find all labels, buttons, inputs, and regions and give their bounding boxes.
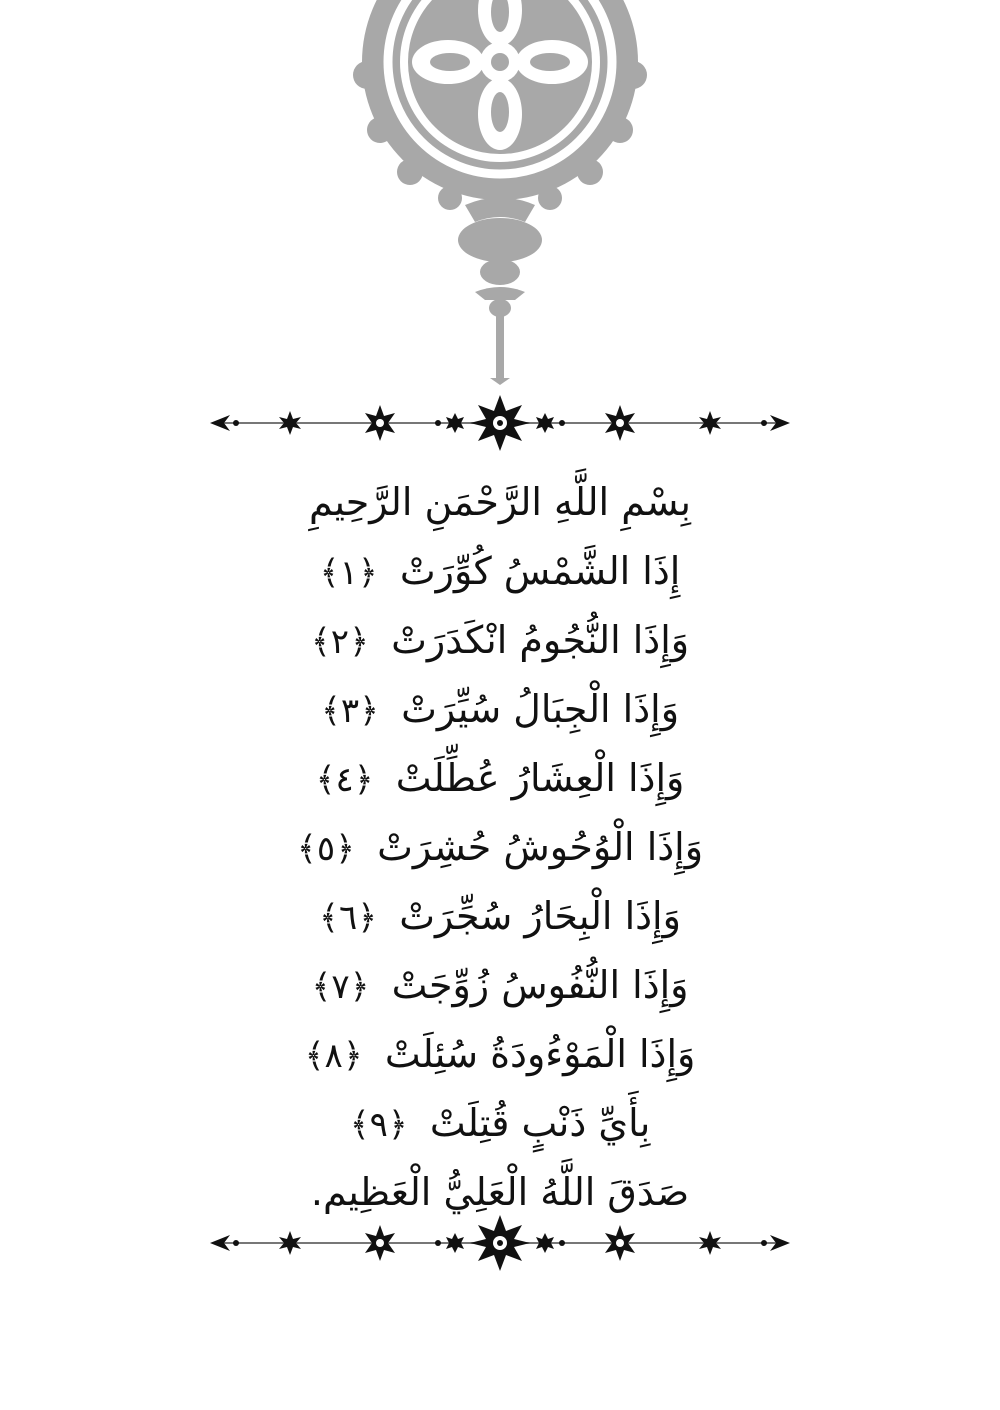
verse-line [150,1089,850,1158]
ayah-number: ﴿٦﴾ [319,898,378,938]
ayah-number: ﴿٩﴾ [349,1105,408,1145]
verse-line [150,606,850,675]
verse-line [150,951,850,1020]
verse-line [150,675,850,744]
verse-text: بِأَيِّ ذَنْبٍ قُتِلَتْ [429,1101,651,1145]
basmala: بِسْمِ اللَّهِ الرَّحْمَنِ الرَّحِيمِ [309,480,691,524]
verse-text: وَإِذَا الْمَوْءُودَةُ سُئِلَتْ [384,1032,696,1076]
verse-line [150,537,850,606]
verse-line [150,1020,850,1089]
ayah-number: ﴿١﴾ [319,553,378,593]
verse-text: إِذَا الشَّمْسُ كُوِّرَتْ [399,549,681,593]
verse-line [150,813,850,882]
verse-text: وَإِذَا الْعِشَارُ عُطِّلَتْ [395,756,685,800]
ayah-number: ﴿٢﴾ [310,622,369,662]
verse-line [150,744,850,813]
closing-line: صَدَقَ اللَّهُ الْعَلِيُّ الْعَظِيم. [310,1170,690,1214]
ayah-number: ﴿٤﴾ [315,760,374,800]
floral-medallion-icon [325,0,675,385]
verse-text: وَإِذَا الْجِبَالُ سُيِّرَتْ [401,687,680,731]
ayah-number: ﴿٨﴾ [304,1036,363,1076]
verse-line [150,882,850,951]
surah-text [150,468,850,1227]
verse-text: وَإِذَا النُّفُوسُ زُوِّجَتْ [391,963,689,1007]
star-rosette-divider-icon [200,395,800,455]
ayah-number: ﴿٣﴾ [320,691,380,731]
star-rosette-divider-icon [200,1215,800,1275]
ayah-number: ﴿٥﴾ [296,829,356,869]
verse-text: وَإِذَا النُّجُومُ انْكَدَرَتْ [391,618,690,662]
verse-text: وَإِذَا الْوُحُوشُ حُشِرَتْ [377,825,704,869]
ayah-number: ﴿٧﴾ [311,967,370,1007]
verse-text: وَإِذَا الْبِحَارُ سُجِّرَتْ [399,894,681,938]
